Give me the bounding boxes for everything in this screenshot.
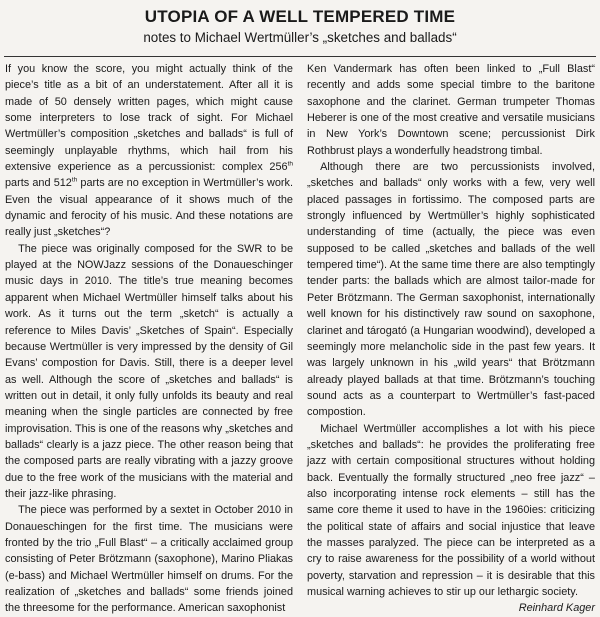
paragraph-premiere: The piece was performed by a sextet in October 2010 in Donaueschingen for the first time. The musicians were fronted by the trio „Full Blast“ – a critically acclaimed group consisting of Peter Brötzmann (saxophone), Marino Pliakas (e-bass) and Michael Wertmüller himself on drums. For the realization of „sketches and ballads“ some friends joined the threesome for the performance. American saxophonist <box>5 504 293 615</box>
paragraph-continuation: Ken Vandermark has often been linked to „Full Blast“ recently and adds some special timbre to the baritone saxophone and the clarinet. German trumpeter Thomas Heberer is one of the most creative and versatile musicians in New York’s Downtown scene; percussionist Dirk Rothbrust plays a wonderfully headstrong timbal. <box>307 63 595 157</box>
paragraph-percussion: Although there are two percussionists involved, „sketches and ballads“ only works with a few, very well placed passages in fortissimo. The composed parts are strongly influenced by Wertmüller’s highly sophisticated understanding of time (actually, the piece was even supposed to be called „sketches and ballads of the well tempered time“). At the same time there are also temptingly tender parts: the ballads which are almost tailor-made for Peter Brötzmann. The German saxophonist, internationally well known for his distinctively raw sound on saxophone, clarinet and tárogató (a Hungarian woodwind), developed a seemingly more melancholic side in the past few years. It was largely unknown in his „wild years“ that Brötzmann already played ballads at that time. Brötzmann’s touching sound acts as a counterpart to Wertmüller’s fast-paced compostion. <box>307 161 595 419</box>
left-column <box>5 61 293 617</box>
paragraph-intro: If you know the score, you might actually think of the piece’s title as a bit of an understatement. After all it is made of 50 densely written pages, which might cause some interpreters to lose track of sight. For Michael Wertmüller’s composition „sketches and ballads“ is full of seemingly unplayable rhythms, which hail from his extensive experience as a percussionist: complex 256th parts and 512th parts are no exception in Wertmüller’s work. Even the visual appearance of it shows much of the dynamic and ferocity of his music. And these notations are really just „sketches“? <box>5 63 293 239</box>
right-column <box>307 61 595 617</box>
page-title: UTOPIA OF A WELL TEMPERED TIME <box>144 7 456 26</box>
paragraph-conclusion: Michael Wertmüller accomplishes a lot with his piece „sketches and ballads“: he provides the proliferating free jazz with certain compositional structures without holding back. Eventually the formally structured „neo free jazz“ – also incorporating intense rock elements – still has the same core theme it used to have in the 1960ies: criticizing the political state of affairs and social injustice that leave the masses paralyzed. The piece can be interpreted as a cry to raise awareness for the possibility of a world without poverty, starvation and repression – it is desirable that this musical warning achieves to stir up our lethargic society. <box>307 422 595 598</box>
author-signature: Reinhard Kager <box>518 602 595 615</box>
header <box>0 6 600 48</box>
page-subtitle: notes to Michael Wertmüller’s „sketches and ballads“ <box>143 30 457 45</box>
header-divider <box>4 56 596 57</box>
paragraph-origin: The piece was originally composed for the SWR to be played at the NOWJazz sessions of the Donaueschinger music days in 2010. The title’s true meaning becomes apparent when Michael Wertmüller himself talks about his work. As it turns out the term „sketch“ is actually a reference to Miles Davis’ „Sketches of Spain“. Especially because Wertmüller is very impressed by the density of Gil Evans’ compostion for Davis. Still, there is a deeper level as well. Although the score of „sketches and ballads“ is written out in detail, it only fully unfolds its beauty and real meaning when the single particles are connected by free improvisation. This is one of the reasons why „sketches and ballads“ clearly is a jazz piece. The other reason being that the composed parts are really vibrating with a jazzy groove due to the free work of the musicians with the material and their jazz-like phrasing. <box>5 242 293 500</box>
